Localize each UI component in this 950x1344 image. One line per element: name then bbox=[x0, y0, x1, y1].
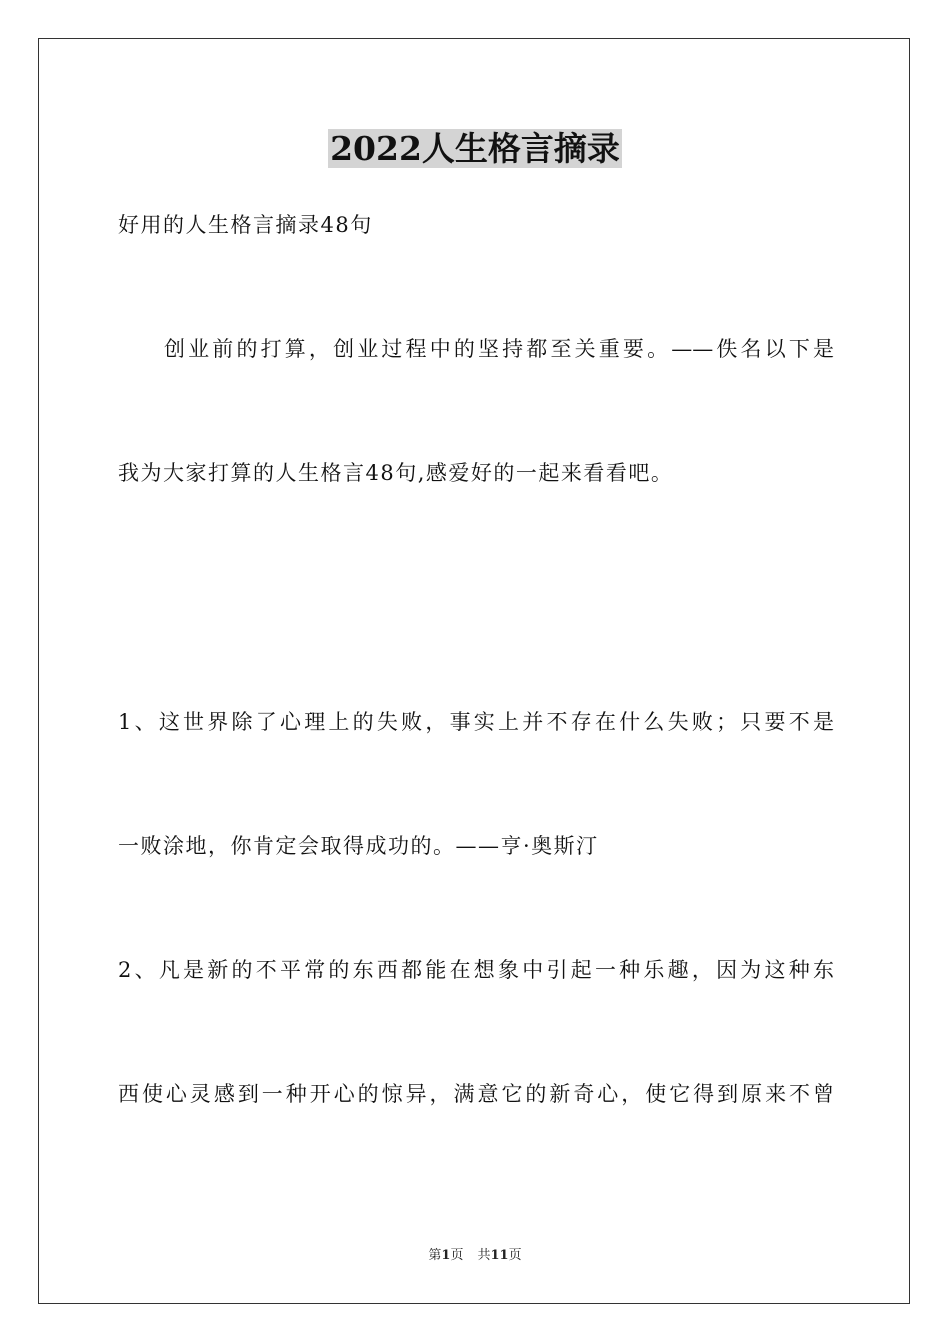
footer-page-total: 11 bbox=[490, 1248, 509, 1263]
footer-total-suffix: 页 bbox=[508, 1248, 522, 1263]
document-title-text: 2022人生格言摘录 bbox=[330, 129, 620, 168]
quote-line: 西使心灵感到一种开心的惊异，满意它的新奇心，使它得到原来不曾 bbox=[118, 1082, 834, 1106]
paragraph-line: 我为大家打算的人生格言48句,感爱好的一起来看看吧。 bbox=[118, 461, 674, 485]
page-footer bbox=[0, 1247, 950, 1265]
paragraph-line: 创业前的打算，创业过程中的坚持都至关重要。——佚名以下是 bbox=[164, 337, 834, 361]
quote-line: 一败涂地，你肯定会取得成功的。——亨·奥斯汀 bbox=[118, 834, 599, 858]
quote-line: 1、这世界除了心理上的失败，事实上并不存在什么失败；只要不是 bbox=[118, 710, 834, 734]
footer-page-prefix: 第 bbox=[428, 1248, 442, 1263]
subtitle-line: 好用的人生格言摘录48句 bbox=[118, 213, 373, 237]
footer-page-current: 1 bbox=[441, 1248, 451, 1263]
document-title bbox=[0, 128, 950, 170]
footer-total-prefix: 共 bbox=[477, 1248, 491, 1263]
quote-line: 2、凡是新的不平常的东西都能在想象中引起一种乐趣，因为这种东 bbox=[118, 958, 834, 982]
footer-page-suffix: 页 bbox=[450, 1248, 464, 1263]
